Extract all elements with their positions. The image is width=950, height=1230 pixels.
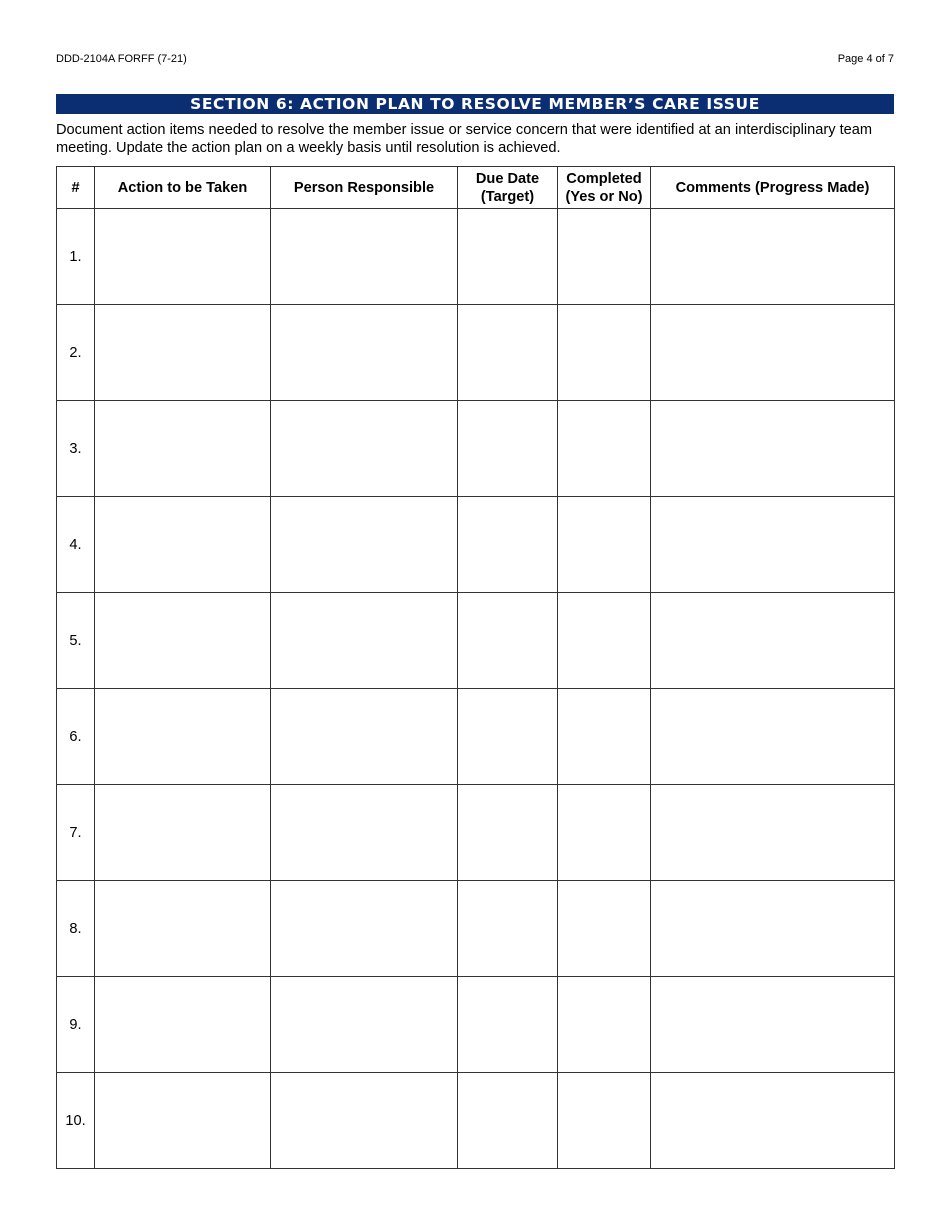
row-number: 2.	[57, 305, 95, 401]
column-header-line: #	[71, 179, 80, 196]
due-date-field[interactable]	[458, 881, 558, 977]
table-row	[57, 497, 895, 593]
due-date-field[interactable]	[458, 593, 558, 689]
comments-field[interactable]	[651, 209, 895, 305]
page-number: Page 4 of 7	[837, 53, 894, 65]
completed-field[interactable]	[558, 689, 651, 785]
comments-field[interactable]	[651, 689, 895, 785]
person-field[interactable]	[271, 881, 458, 977]
due-date-field[interactable]	[458, 497, 558, 593]
column-header-line: Due Date	[475, 170, 540, 187]
section-title-text: SECTION 6: ACTION PLAN TO RESOLVE MEMBER’S CARE ISSUE	[190, 95, 760, 113]
due-date-field[interactable]	[458, 785, 558, 881]
column-header-person	[271, 167, 458, 209]
person-field[interactable]	[271, 785, 458, 881]
due-date-field[interactable]	[458, 305, 558, 401]
action-plan-table	[56, 166, 895, 1169]
row-number: 6.	[57, 689, 95, 785]
comments-field[interactable]	[651, 881, 895, 977]
person-field[interactable]	[271, 593, 458, 689]
due-date-field[interactable]	[458, 1073, 558, 1169]
person-field[interactable]	[271, 977, 458, 1073]
action-field[interactable]	[95, 785, 271, 881]
comments-field[interactable]	[651, 593, 895, 689]
table-row	[57, 209, 895, 305]
action-field[interactable]	[95, 305, 271, 401]
column-header-number	[57, 167, 95, 209]
table-row	[57, 593, 895, 689]
completed-field[interactable]	[558, 497, 651, 593]
completed-field[interactable]	[558, 305, 651, 401]
due-date-field[interactable]	[458, 977, 558, 1073]
column-header-completed	[558, 167, 651, 209]
row-number: 9.	[57, 977, 95, 1073]
completed-field[interactable]	[558, 785, 651, 881]
row-number: 10.	[57, 1073, 95, 1169]
row-number: 5.	[57, 593, 95, 689]
table-row	[57, 881, 895, 977]
due-date-field[interactable]	[458, 209, 558, 305]
action-field[interactable]	[95, 593, 271, 689]
table-row	[57, 1073, 895, 1169]
person-field[interactable]	[271, 1073, 458, 1169]
action-field[interactable]	[95, 497, 271, 593]
action-field[interactable]	[95, 881, 271, 977]
column-header-line: Completed	[566, 170, 642, 187]
column-header-line: Person Responsible	[293, 179, 435, 196]
row-number: 3.	[57, 401, 95, 497]
row-number: 4.	[57, 497, 95, 593]
completed-field[interactable]	[558, 977, 651, 1073]
person-field[interactable]	[271, 401, 458, 497]
person-field[interactable]	[271, 689, 458, 785]
column-header-line: Action to be Taken	[117, 179, 248, 196]
table-row	[57, 401, 895, 497]
column-header-due-date	[458, 167, 558, 209]
completed-field[interactable]	[558, 881, 651, 977]
action-field[interactable]	[95, 689, 271, 785]
form-id: DDD-2104A FORFF (7-21)	[56, 53, 187, 65]
table-row	[57, 305, 895, 401]
section-instructions: Document action items needed to resolve the member issue or service concern that were identified at an interdisciplinary team meeting. Update the action plan on a weekly basis until resolution is achieved.	[56, 122, 873, 156]
comments-field[interactable]	[651, 977, 895, 1073]
table-row	[57, 977, 895, 1073]
completed-field[interactable]	[558, 401, 651, 497]
person-field[interactable]	[271, 497, 458, 593]
action-field[interactable]	[95, 401, 271, 497]
due-date-field[interactable]	[458, 401, 558, 497]
action-field[interactable]	[95, 209, 271, 305]
person-field[interactable]	[271, 305, 458, 401]
completed-field[interactable]	[558, 1073, 651, 1169]
column-header-comments	[651, 167, 895, 209]
column-header-line: (Target)	[480, 188, 535, 205]
completed-field[interactable]	[558, 209, 651, 305]
comments-field[interactable]	[651, 1073, 895, 1169]
column-header-line: (Yes or No)	[565, 188, 643, 205]
action-field[interactable]	[95, 977, 271, 1073]
action-field[interactable]	[95, 1073, 271, 1169]
person-field[interactable]	[271, 209, 458, 305]
row-number: 8.	[57, 881, 95, 977]
table-row	[57, 689, 895, 785]
column-header-action	[95, 167, 271, 209]
completed-field[interactable]	[558, 593, 651, 689]
comments-field[interactable]	[651, 785, 895, 881]
row-number: 1.	[57, 209, 95, 305]
table-header-row	[57, 167, 895, 209]
due-date-field[interactable]	[458, 689, 558, 785]
comments-field[interactable]	[651, 497, 895, 593]
comments-field[interactable]	[651, 305, 895, 401]
table-row	[57, 785, 895, 881]
row-number: 7.	[57, 785, 95, 881]
column-header-line: Comments (Progress Made)	[675, 179, 870, 196]
section-title	[56, 94, 894, 114]
comments-field[interactable]	[651, 401, 895, 497]
